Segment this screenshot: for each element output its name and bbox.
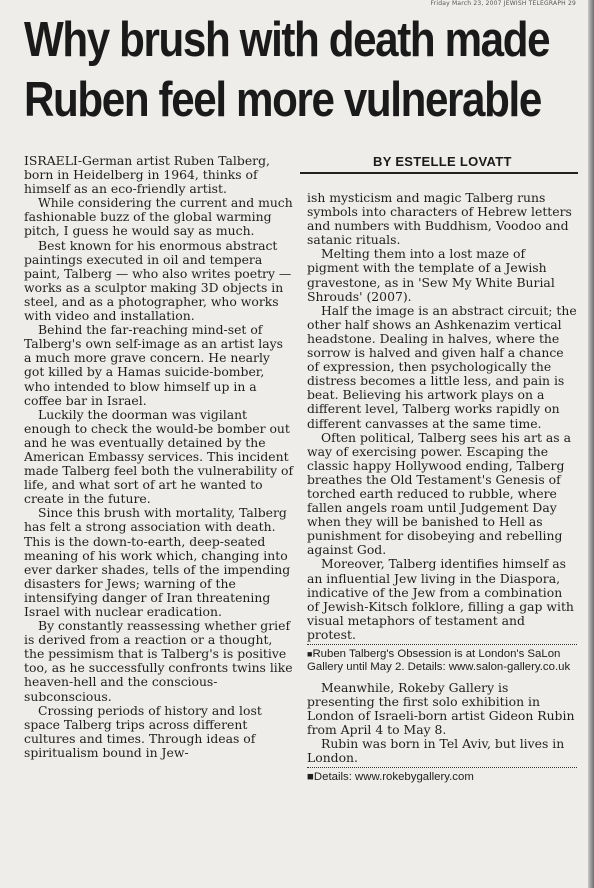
- paragraph: Moreover, Talberg identifies himself as an influential Jew living in the Diaspora, indicative of the Jew from a combination of Jewish-Kitsch folklore, filling a gap with visual metaphors of testament and protest.: [307, 556, 574, 642]
- dotted-divider: [307, 644, 577, 645]
- left-column: [24, 154, 294, 760]
- paragraph: Best known for his enormous abstract paintings executed in oil and tempera paint, Talberg — who also writes poetry — works as a sculptor making 3D objects in steel, and as a photographer, who works with video and installation.: [24, 237, 292, 324]
- paragraph: Since this brush with mortality, Talberg has felt a strong association with death. This is the down-to-earth, deep-seated meaning of his work which, changing into ever darker shades, tells of the impending disasters for Jews; warning of the intensifying danger of Iran threatening Israel with nuclear eradication.: [24, 505, 291, 619]
- paragraph: By constantly reassessing whether grief is derived from a reaction or a thought, the pessimism that is Talberg's is positive too, as he successfully confronts twins like heaven-hell and the conscious-subconscious.: [24, 618, 293, 704]
- details-line: [307, 771, 577, 784]
- headline-line-1: Why brush with death made: [24, 13, 550, 67]
- page-edge-shadow: [588, 0, 594, 888]
- bullet-square-icon: ■: [307, 649, 313, 659]
- dotted-divider: [307, 767, 577, 768]
- exhibition-info: [307, 648, 577, 675]
- right-column: [307, 191, 577, 785]
- paragraph: Often political, Talberg sees his art as a way of exercising power. Escaping the classic happy Hollywood ending, Talberg breathes the Old Testament's Genesis of torched earth reduced to rubble, where fallen angels roam until Judgement Day when they will be banished to Hell as punishment for disobeying and rebelling against God.: [307, 429, 571, 558]
- paragraph: Melting them into a lost maze of pigment with the template of a Jewish gravestone, as in 'Sew My White Burial Shrouds' (2007).: [307, 246, 555, 304]
- bullet-square-icon: ■: [307, 771, 314, 784]
- paragraph: Rubin was born in Tel Aviv, but lives in London.: [307, 736, 565, 766]
- paragraph: Crossing periods of history and lost space Talberg trips across different cultures and times. Through ideas of spiritualism bound in Jew-: [24, 702, 262, 760]
- paragraph: Behind the far-reaching mind-set of Talberg's own self-image as an artist lays a much more grave concern. He nearly got killed by a Hamas suicide-bomber, who intended to blow himself up in a coffee bar in Israel.: [24, 322, 283, 408]
- page-masthead: Friday March 23, 2007 JEWISH TELEGRAPH 29: [430, 0, 576, 7]
- paragraph: Half the image is an abstract circuit; the other half shows an Ashkenazim vertical headstone. Dealing in halves, where the sorrow is halved and given half a chance of expression, then psychologically the distress becomes a little less, and pain is beat. Believing his artwork plays on a different level, Talberg works rapidly on different canvasses at the same time.: [307, 302, 577, 431]
- paragraph: Luckily the doorman was vigilant enough to check the would-be bomber out and he was eventually detained by the American Embassy services. This incident made Talberg feel both the vulnerability of life, and what sort of art he wanted to create in the future.: [24, 406, 294, 507]
- article-headline: [24, 10, 550, 130]
- byline-rule: [300, 150, 578, 174]
- exhibition-info-text: Ruben Talberg's Obsession is at London's SaLon Gallery until May 2. Details: www.salon-gallery.co.uk: [307, 648, 571, 674]
- headline-line-2: Ruben feel more vulnerable: [24, 73, 541, 127]
- paragraph: ish mysticism and magic Talberg runs symbols into characters of Hebrew letters and numbers with Buddhism, Voodoo and satanic rituals.: [307, 190, 572, 248]
- paragraph: While considering the current and much fashionable buzz of the global warming pitch, I guess he would say as much.: [24, 195, 293, 239]
- paragraph: Meanwhile, Rokeby Gallery is presenting the first solo exhibition in London of Israeli-born artist Gideon Rubin from April 4 to May 8.: [307, 679, 575, 738]
- byline: BY ESTELLE LOVATT: [373, 154, 512, 169]
- paragraph: ISRAELI-German artist Ruben Talberg, born in Heidelberg in 1964, thinks of himself as an eco-friendly artist.: [24, 153, 270, 197]
- details-text: Details: www.rokebygallery.com: [313, 771, 474, 784]
